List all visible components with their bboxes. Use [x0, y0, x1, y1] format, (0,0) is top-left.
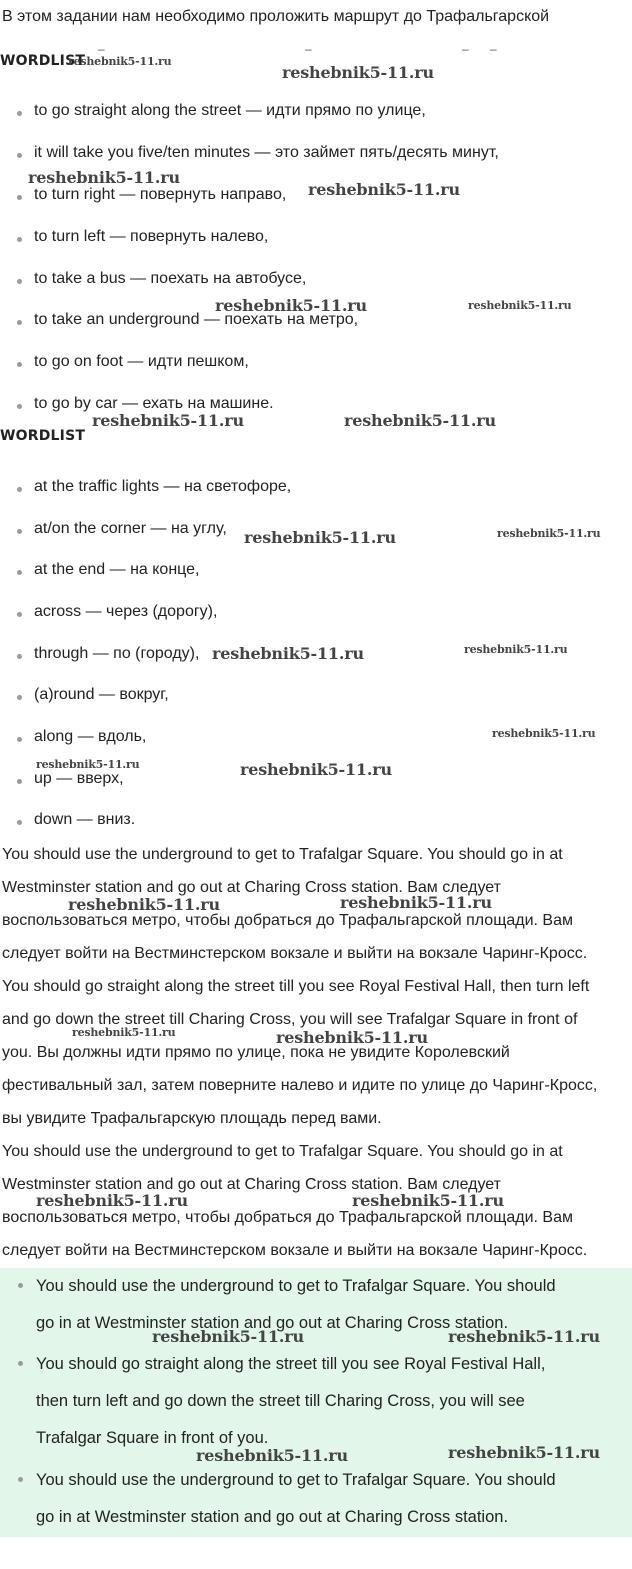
- watermark: reshebnik5-11.ru: [344, 411, 496, 430]
- watermark: reshebnik5-11.ru: [352, 1191, 504, 1210]
- answer-box: [0, 1268, 632, 1537]
- answer-line: then turn left and go down the street till Charing Cross, you will see: [36, 1392, 525, 1410]
- list-item: (a)round — вокруг,: [34, 686, 169, 703]
- watermark: reshebnik5-11.ru: [468, 299, 572, 312]
- watermark: reshebnik5-11.ru: [240, 760, 392, 779]
- watermark: reshebnik5-11.ru: [448, 1443, 600, 1462]
- divider-mark: –: [98, 42, 105, 56]
- list-item: to turn left — повернуть налево,: [34, 228, 269, 245]
- paragraph-line: воспользоваться метро, чтобы добраться до Трафальгарской площади. Вам: [2, 1209, 573, 1226]
- list-item: to go on foot — идти пешком,: [34, 353, 249, 370]
- watermark: reshebnik5-11.ru: [215, 296, 367, 315]
- answer-item: [36, 1462, 626, 1536]
- answer-line: You should use the underground to get to Trafalgar Square. You should: [36, 1471, 556, 1489]
- answer-line: go in at Westminster station and go out at Charing Cross station.: [36, 1314, 509, 1332]
- divider-mark: –: [490, 42, 497, 56]
- answer-line: You should use the underground to get to Trafalgar Square. You should: [36, 1277, 556, 1295]
- list-item: along — вдоль,: [34, 728, 147, 745]
- list-item: through — по (городу),: [34, 645, 200, 662]
- watermark: reshebnik5-11.ru: [152, 1327, 304, 1346]
- paragraph-line: Westminster station and go out at Charing Cross station. Вам следует: [2, 1176, 501, 1193]
- paragraph-line: вы увидите Трафальгарскую площадь перед вами.: [2, 1110, 382, 1127]
- list-item: to turn right — повернуть направо,: [34, 186, 287, 203]
- watermark: reshebnik5-11.ru: [448, 1327, 600, 1346]
- paragraph-line: You should go straight along the street till you see Royal Festival Hall, then turn left: [2, 978, 590, 995]
- list-item: to go by car — ехать на машине.: [34, 395, 274, 412]
- wordlist-heading: WORDLIST: [0, 53, 86, 69]
- paragraph-line: воспользоваться метро, чтобы добраться до Трафальгарской площади. Вам: [2, 912, 573, 929]
- paragraph-line: and go down the street till Charing Cross, you will see Trafalgar Square in front of: [2, 1011, 578, 1028]
- intro-text: В этом задании нам необходимо проложить маршрут до Трафальгарской: [2, 8, 550, 25]
- answer-line: go in at Westminster station and go out at Charing Cross station.: [36, 1508, 509, 1526]
- watermark: reshebnik5-11.ru: [72, 1026, 176, 1039]
- watermark: reshebnik5-11.ru: [308, 180, 460, 199]
- watermark: reshebnik5-11.ru: [464, 643, 568, 656]
- watermark: reshebnik5-11.ru: [36, 1191, 188, 1210]
- list-item: at the traffic lights — на светофоре,: [34, 478, 292, 495]
- list-item: up — вверх,: [34, 770, 124, 787]
- watermark: reshebnik5-11.ru: [92, 411, 244, 430]
- watermark: reshebnik5-11.ru: [68, 55, 172, 68]
- list-item: to go straight along the street — идти прямо по улице,: [34, 102, 426, 119]
- answer-line: Trafalgar Square in front of you.: [36, 1429, 269, 1447]
- list-item: down — вниз.: [34, 811, 136, 828]
- divider-mark: –: [462, 42, 469, 56]
- watermark: reshebnik5-11.ru: [244, 528, 396, 547]
- watermark: reshebnik5-11.ru: [196, 1446, 348, 1465]
- list-item: at the end — на конце,: [34, 561, 200, 578]
- paragraph-line: you. Вы должны идти прямо по улице, пока не увидите Королевский: [2, 1044, 510, 1061]
- watermark: reshebnik5-11.ru: [68, 895, 220, 914]
- answer-line: You should go straight along the street till you see Royal Festival Hall,: [36, 1355, 546, 1373]
- wordlist-heading: WORDLIST: [0, 428, 86, 444]
- paragraph-line: Westminster station and go out at Charing Cross station. Вам следует: [2, 879, 501, 896]
- paragraph-line: следует войти на Вестминстерском вокзале и выйти на вокзале Чаринг-Кросс.: [2, 945, 588, 962]
- divider-mark: –: [305, 42, 312, 56]
- watermark: reshebnik5-11.ru: [492, 727, 596, 740]
- watermark: reshebnik5-11.ru: [36, 758, 140, 771]
- watermark: reshebnik5-11.ru: [497, 527, 601, 540]
- answer-item: [36, 1346, 626, 1457]
- paragraph-line: You should use the underground to get to Trafalgar Square. You should go in at: [2, 1143, 563, 1160]
- watermark: reshebnik5-11.ru: [212, 644, 364, 663]
- paragraph-line: You should use the underground to get to Trafalgar Square. You should go in at: [2, 846, 563, 863]
- list-item: it will take you five/ten minutes — это займет пять/десять минут,: [34, 144, 499, 161]
- watermark: reshebnik5-11.ru: [28, 168, 180, 187]
- list-item: to take a bus — поехать на автобусе,: [34, 270, 307, 287]
- watermark: reshebnik5-11.ru: [276, 1028, 428, 1047]
- list-item: at/on the corner — на углу,: [34, 520, 227, 537]
- watermark: reshebnik5-11.ru: [340, 893, 492, 912]
- list-item: to take an underground — поехать на метро,: [34, 311, 359, 328]
- list-item: across — через (дорогу),: [34, 603, 218, 620]
- paragraph-line: следует войти на Вестминстерском вокзале и выйти на вокзале Чаринг-Кросс.: [2, 1242, 588, 1259]
- watermark: reshebnik5-11.ru: [282, 63, 434, 82]
- paragraph-line: фестивальный зал, затем поверните налево и идите по улице до Чаринг-Кросс,: [2, 1077, 598, 1094]
